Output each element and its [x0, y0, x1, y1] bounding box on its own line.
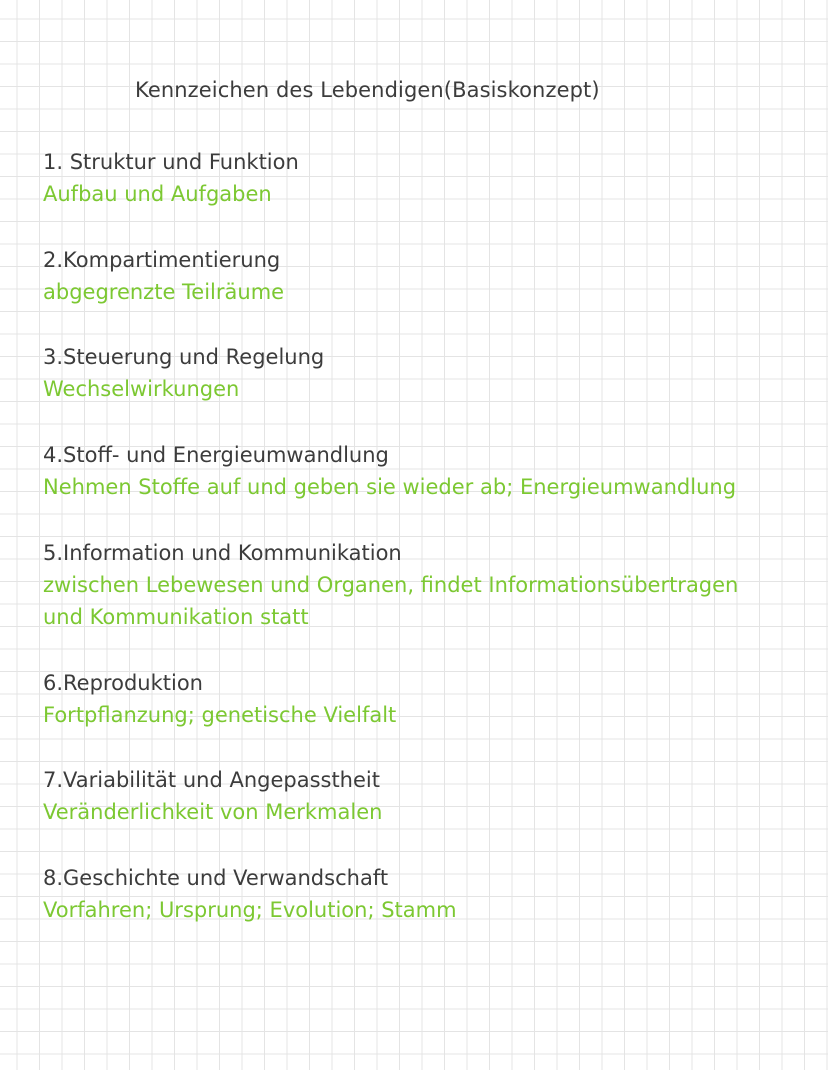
section-description: zwischen Lebewesen und Organen, findet Informationsübertragen und Kommunikation statt — [43, 573, 739, 629]
section-description: Nehmen Stoffe auf und geben sie wieder ab; Energieumwandlung — [43, 475, 737, 499]
section-description: abgegrenzte Teilräume — [43, 280, 285, 304]
section-description: Vorfahren; Ursprung; Evolution; Stamm — [43, 898, 457, 922]
section-variabilitaet-und-angepasstheit — [43, 764, 813, 828]
section-description: Aufbau und Aufgaben — [43, 182, 272, 206]
section-kompartimentierung — [43, 244, 813, 308]
section-reproduktion — [43, 667, 813, 731]
section-geschichte-und-verwandschaft — [43, 862, 813, 926]
section-stoff-und-energieumwandlung — [43, 439, 813, 503]
section-heading: 4.Stoff- und Energieumwandlung — [43, 443, 389, 467]
section-steuerung-und-regelung — [43, 341, 813, 405]
section-heading: 1. Struktur und Funktion — [43, 150, 299, 174]
section-struktur-und-funktion — [43, 146, 813, 210]
page-title: Kennzeichen des Lebendigen(Basiskonzept) — [135, 78, 600, 102]
section-heading: 6.Reproduktion — [43, 671, 203, 695]
section-information-und-kommunikation — [43, 537, 813, 633]
section-heading: 5.Information und Kommunikation — [43, 541, 402, 565]
section-heading: 7.Variabilität und Angepasstheit — [43, 768, 380, 792]
section-heading: 3.Steuerung und Regelung — [43, 345, 325, 369]
section-description: Veränderlichkeit von Merkmalen — [43, 800, 383, 824]
section-description: Fortpflanzung; genetische Vielfalt — [43, 703, 397, 727]
section-heading: 2.Kompartimentierung — [43, 248, 281, 272]
section-description: Wechselwirkungen — [43, 377, 240, 401]
section-heading: 8.Geschichte und Verwandschaft — [43, 866, 389, 890]
